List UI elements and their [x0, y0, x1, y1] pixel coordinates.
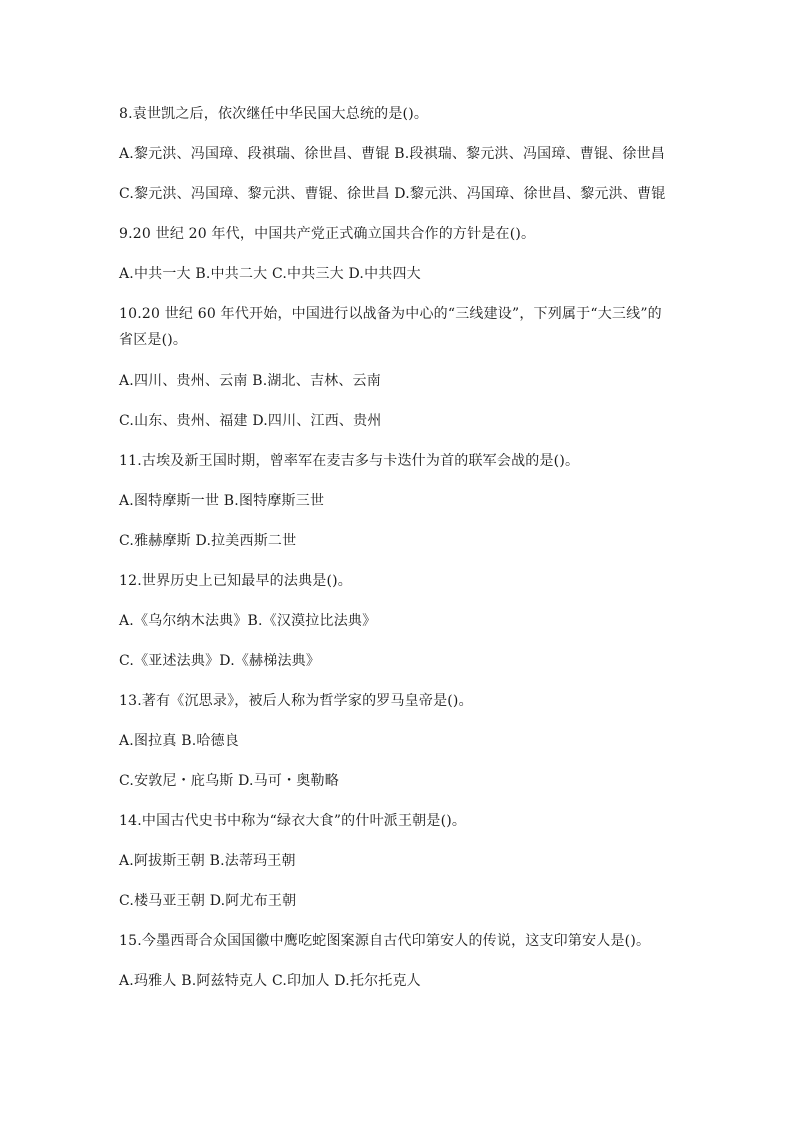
question-12-option-ab: A.《乌尔纳木法典》B.《汉漠拉比法典》: [119, 613, 377, 629]
question-15-options: A.玛雅人 B.阿兹特克人 C.印加人 D.托尔托克人: [119, 973, 421, 989]
question-9-options: A.中共一大 B.中共二大 C.中共三大 D.中共四大: [119, 266, 421, 282]
question-8-option-ab: A.黎元洪、冯国璋、段祺瑞、徐世昌、曹锟 B.段祺瑞、黎元洪、冯国璋、曹锟、徐世昌: [119, 146, 665, 162]
question-10-stem-line-1: 10.20 世纪 60 年代开始，中国进行以战备为中心的“三线建设”，下列属于“大三线”的: [119, 306, 662, 322]
question-14-stem: 14.中国古代史书中称为“绿衣大食”的什叶派王朝是()。: [119, 813, 467, 829]
question-15-stem: 15.今墨西哥合众国国徽中鹰吃蛇图案源自古代印第安人的传说，这支印第安人是()。: [119, 933, 651, 949]
question-8-stem: 8.袁世凯之后，依次继任中华民国大总统的是()。: [119, 106, 429, 122]
question-12-option-cd: C.《亚述法典》D.《赫梯法典》: [119, 653, 321, 669]
question-11-option-cd: C.雅赫摩斯 D.拉美西斯二世: [119, 533, 297, 549]
question-13-stem: 13.著有《沉思录》，被后人称为哲学家的罗马皇帝是()。: [119, 693, 473, 709]
question-14-option-cd: C.楼马亚王朝 D.阿尤布王朝: [119, 893, 297, 909]
question-12-stem: 12.世界历史上已知最早的法典是()。: [119, 573, 352, 589]
question-10-option-cd: C.山东、贵州、福建 D.四川、江西、贵州: [119, 413, 382, 429]
question-13-option-ab: A.图拉真 B.哈德良: [119, 733, 239, 749]
question-10-option-ab: A.四川、贵州、云南 B.湖北、吉林、云南: [119, 373, 381, 389]
question-11-option-ab: A.图特摩斯一世 B.图特摩斯三世: [119, 493, 325, 509]
question-14-option-ab: A.阿拔斯王朝 B.法蒂玛王朝: [119, 853, 296, 869]
question-9-stem: 9.20 世纪 20 年代，中国共产党正式确立国共合作的方针是在()。: [119, 226, 536, 242]
question-11-stem: 11.古埃及新王国时期，曾率军在麦吉多与卡迭什为首的联军会战的是()。: [119, 453, 580, 469]
question-8-option-cd: C.黎元洪、冯国璋、黎元洪、曹锟、徐世昌 D.黎元洪、冯国璋、徐世昌、黎元洪、曹锟: [119, 186, 666, 202]
question-13-option-cd: C.安敦尼・庇乌斯 D.马可・奥勒略: [119, 773, 339, 789]
question-10-stem-line-2: 省区是()。: [119, 332, 188, 348]
